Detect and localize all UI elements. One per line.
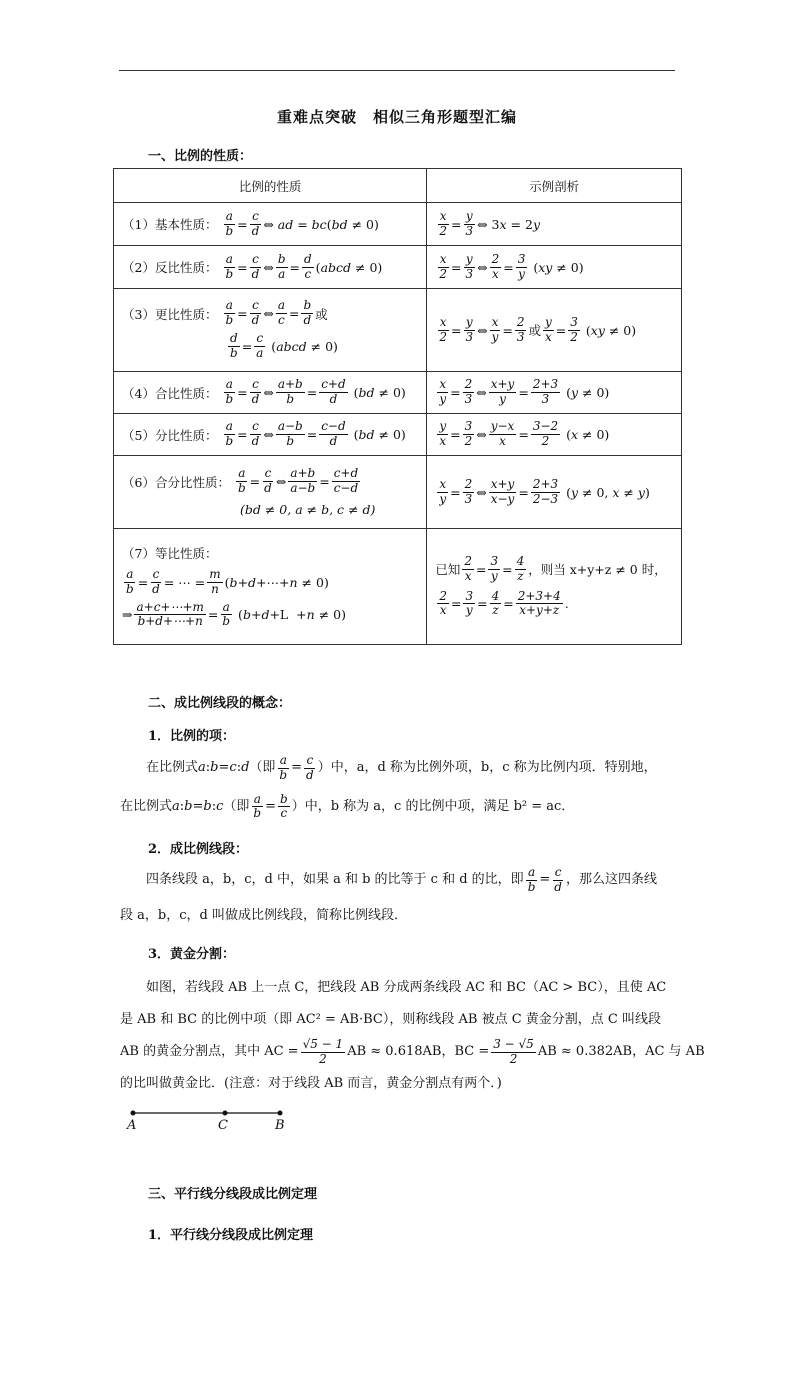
paragraph-proportion-terms: 在比例式 a : b = c : d （即 $\frac{a}{b}$ = $\frac{c}{d}$ ）中，a，d 称为比例外项，b，c 称为比例内项．特别地， 在比例式 a : b = b : c （即 $\frac{a}{b}$ = $\frac{b}{c}$ ）中，b 称为 a，c 的比例中项，满足 b² = ac．	[120, 753, 657, 821]
text: ，那么这四条线	[565, 872, 657, 888]
paragraph-golden-section: 如图，若线段 AB 上一点 C，把线段 AB 分成两条线段 AC 和 BC（AC > BC），且使 AC 是 AB 和 BC 的比例中项（即 AC² = AB·BC），则称线段 AB 被点 C 黄金分割，点 C 叫线段 AB 的黄金分割点，其中 AC = $\frac{√5 - 1}{2}$ AB ≈ 0.618AB，BC = $\frac{3 - √5}{2}$ AB ≈ 0.382AB，AC 与 AB 的比叫做黄金比．(注意：对于线段 AB 而言，黄金分割点有两个．)	[120, 972, 680, 1100]
property-cell: （5）分比性质： $\frac{a}{b}$ = $\frac{c}{d}$ ⇔ $\frac{a-b}{b}$ = $\frac{c-d}{d}$ ( bd ≠ 0)	[114, 414, 427, 456]
row-label: （1）基本性质：	[122, 217, 218, 232]
header-examples: 示例剖析	[427, 169, 682, 203]
property-cell: （7）等比性质： $\frac{a}{b}$ = $\frac{c}{d}$ = ⋯ = $\frac{m}{n}$ ( b + d +⋯+ n ≠ 0) ⇒ $\frac{a+c+\cdots+m}{b+d+\cdots+n}$ = $\frac{a}{b}$ ( b + d +L + n ≠ 0)	[114, 529, 427, 645]
subsection-2-3: 3．黄金分割：	[148, 947, 236, 962]
text: （即	[223, 798, 250, 814]
table-row	[114, 203, 682, 246]
example-cell: $\frac{x}{2}$ = $\frac{y}{3}$ ⇔ $\frac{2}{x}$ = $\frac{3}{y}$ ( xy ≠ 0)	[427, 246, 682, 289]
example-middle: ，则当 x+y+z ≠ 0 时，	[528, 562, 667, 578]
point-b	[278, 1111, 283, 1116]
table-row	[114, 529, 682, 645]
header-rule	[119, 70, 675, 71]
row-label: （7）等比性质：	[122, 545, 218, 561]
section-1-heading: 一、比例的性质：	[148, 149, 253, 164]
subsection-2-2: 2．成比例线段：	[148, 842, 249, 857]
example-cell: 已知 $\frac{2}{x}$ = $\frac{3}{y}$ = $\frac{4}{z}$ ，则当 x+y+z ≠ 0 时， $\frac{2}{x}$ = $\frac{3}{y}$ = $\frac{4}{z}$ = $\frac{2+3+4}{x+y+z}$ .	[427, 529, 682, 645]
property-cell: （4）合比性质： $\frac{a}{b}$ = $\frac{c}{d}$ ⇔ $\frac{a+b}{b}$ = $\frac{c+d}{d}$ ( bd ≠ 0)	[114, 372, 427, 414]
text: ）中，a，d 称为比例外项，b，c 称为比例内项．特别地，	[317, 760, 657, 776]
label-a: A	[127, 1118, 137, 1133]
section-3-heading: 三、平行线分线段成比例定理	[148, 1187, 318, 1202]
segment-svg	[125, 1103, 295, 1139]
row-formula-condition: (bd ≠ 0, a ≠ b, c ≠ d)	[240, 501, 376, 517]
row-label: （3）更比性质：	[122, 306, 218, 322]
table-header-row	[114, 169, 682, 203]
example-cell: $\frac{x}{y}$ = $\frac{2}{3}$ ⇔ $\frac{x+y}{x-y}$ = $\frac{2+3}{2-3}$ ( y ≠ 0, x ≠ y )	[427, 456, 682, 529]
label-c: C	[218, 1118, 228, 1133]
text: AB ≈ 0.382AB，AC 与 AB	[537, 1044, 705, 1059]
golden-section-diagram	[125, 1103, 295, 1139]
text: （即	[249, 760, 276, 776]
subsection-3-1: 1．平行线分线段成比例定理	[148, 1228, 314, 1243]
property-cell: （1）基本性质： $\frac{a}{b}$ = $\frac{c}{d}$ ⇔ ad = bc ( bd ≠ 0)	[114, 203, 427, 246]
properties-table	[113, 168, 682, 645]
label-b: B	[275, 1118, 285, 1133]
header-properties: 比例的性质	[114, 169, 427, 203]
paragraph-proportional-segments: 四条线段 a，b，c，d 中，如果 a 和 b 的比等于 c 和 d 的比，即 $\frac{a}{b}$ = $\frac{c}{d}$ ，那么这四条线 段 a，b，c，d 叫做成比例线段，简称比例线段．	[120, 866, 680, 925]
example-prefix: 已知	[435, 562, 461, 578]
table-row	[114, 456, 682, 529]
row-label: （2）反比性质：	[122, 260, 218, 275]
table-row	[114, 414, 682, 456]
text: AB ≈ 0.618AB，BC =	[347, 1044, 490, 1059]
section-2-heading: 二、成比例线段的概念：	[148, 696, 292, 711]
text: 在比例式	[146, 760, 199, 776]
point-a	[131, 1111, 136, 1116]
text: 的比叫做黄金比．(注意：对于线段 AB 而言，黄金分割点有两个．)	[120, 1076, 502, 1091]
point-c	[223, 1111, 228, 1116]
example-cell: $\frac{x}{y}$ = $\frac{2}{3}$ ⇔ $\frac{x+y}{y}$ = $\frac{2+3}{3}$ ( y ≠ 0)	[427, 372, 682, 414]
example-cell: $\frac{x}{2}$ = $\frac{y}{3}$ ⇔ 3 x = 2 y	[427, 203, 682, 246]
text: 是 AB 和 BC 的比例中项（即 AC² = AB·BC），则称线段 AB 被点 C 黄金分割，点 C 叫线段	[120, 1012, 661, 1027]
table-row	[114, 289, 682, 372]
subsection-2-1: 1．比例的项：	[148, 729, 236, 744]
property-cell: （6）合分比性质： $\frac{a}{b}$ = $\frac{c}{d}$ ⇔ $\frac{a+b}{a-b}$ = $\frac{c+d}{c-d}$ (bd ≠ 0, a ≠ b, c ≠ d)	[114, 456, 427, 529]
example-cell: $\frac{x}{2}$ = $\frac{y}{3}$ ⇔ $\frac{x}{y}$ = $\frac{2}{3}$ 或 $\frac{y}{x}$ = $\frac{3}{2}$ ( xy ≠ 0)	[427, 289, 682, 372]
property-cell: （2）反比性质： $\frac{a}{b}$ = $\frac{c}{d}$ ⇔ $\frac{b}{a}$ = $\frac{d}{c}$ ( abcd ≠ 0)	[114, 246, 427, 289]
text: 段 a，b，c，d 叫做成比例线段，简称比例线段．	[120, 907, 407, 923]
page-title: 重难点突破 相似三角形题型汇编	[276, 108, 517, 126]
row-label: （4）合比性质：	[122, 385, 218, 401]
table-row	[114, 246, 682, 289]
text: AB 的黄金分割点，其中 AC =	[120, 1044, 299, 1059]
row-label: （5）分比性质：	[122, 427, 218, 443]
row-label: （6）合分比性质：	[122, 474, 230, 490]
text: ）中，b 称为 a，c 的比例中项，满足 b² = ac．	[291, 798, 575, 814]
text: 在比例式	[120, 798, 173, 814]
table-row	[114, 372, 682, 414]
text: 四条线段 a，b，c，d 中，如果 a 和 b 的比等于 c 和 d 的比，即	[146, 872, 524, 888]
text: 如图，若线段 AB 上一点 C，把线段 AB 分成两条线段 AC 和 BC（AC > BC），且使 AC	[146, 980, 667, 995]
example-cell: $\frac{y}{x}$ = $\frac{3}{2}$ ⇔ $\frac{y-x}{x}$ = $\frac{3-2}{2}$ ( x ≠ 0)	[427, 414, 682, 456]
property-cell: （3）更比性质： $\frac{a}{b}$ = $\frac{c}{d}$ ⇔ $\frac{a}{c}$ = $\frac{b}{d}$ 或 $\frac{d}{b}$ = $\frac{c}{a}$ ( abcd ≠ 0)	[114, 289, 427, 372]
